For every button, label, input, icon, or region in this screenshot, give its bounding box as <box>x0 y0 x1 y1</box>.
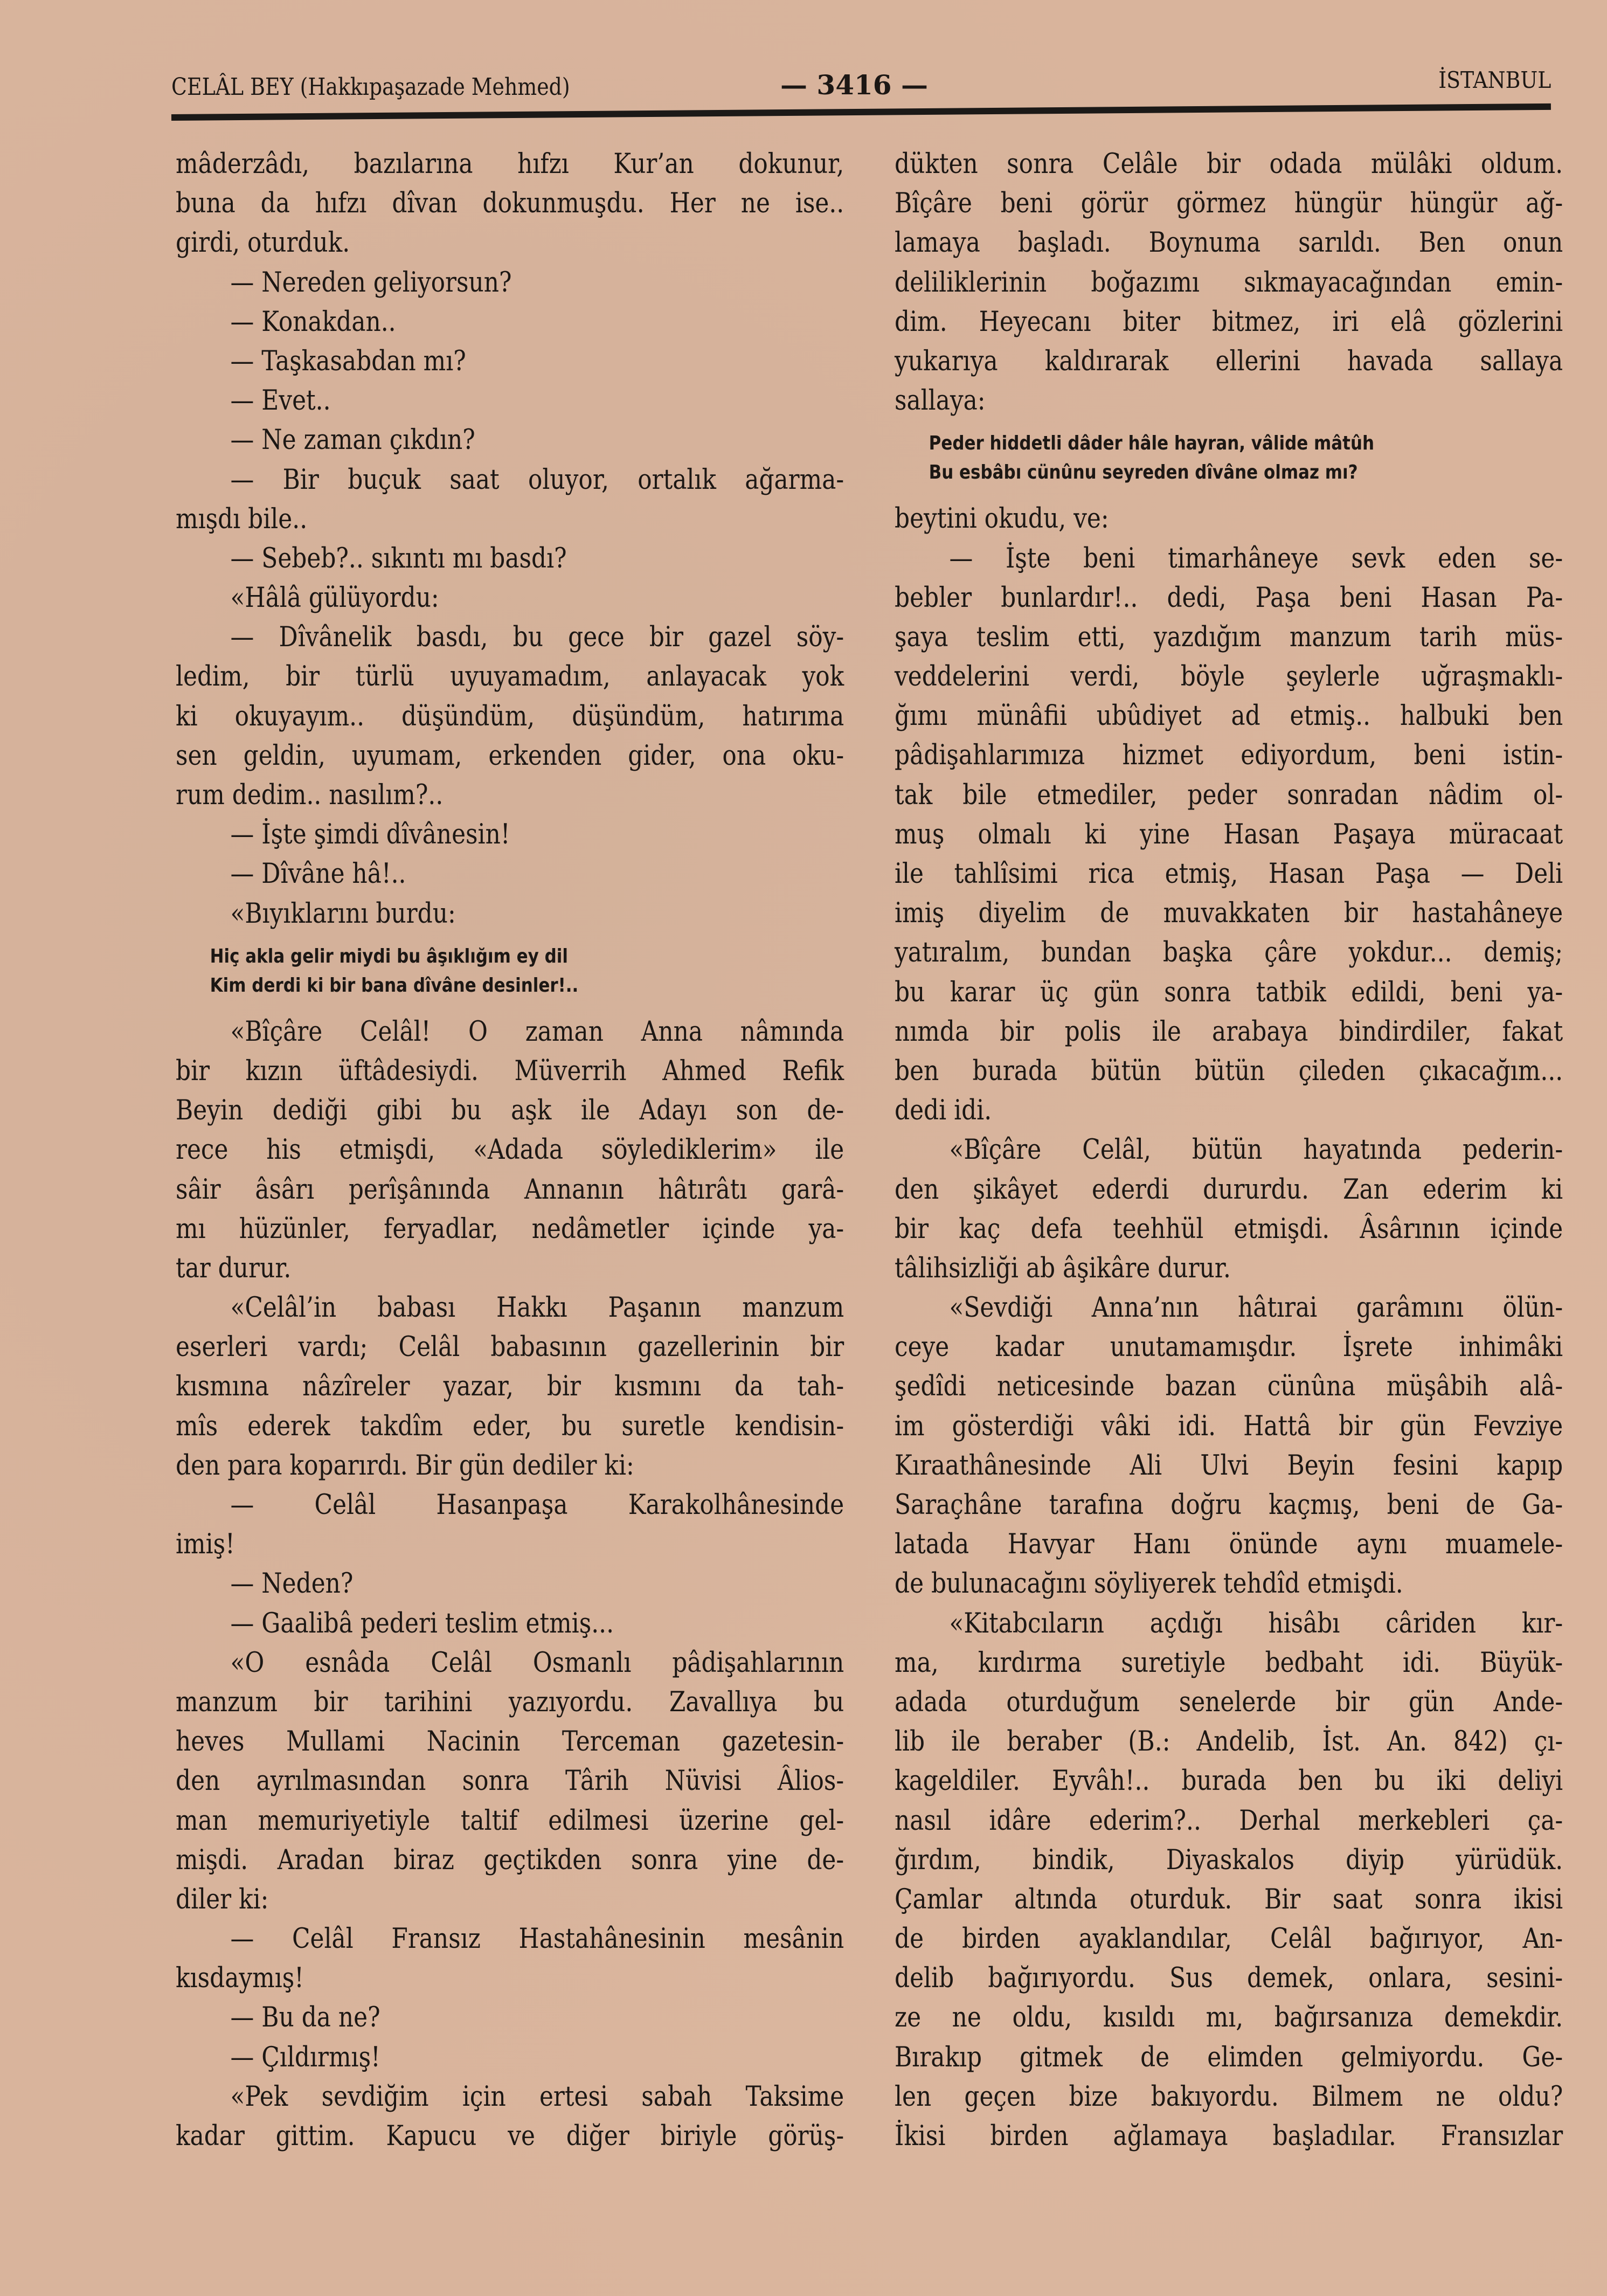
text-line: diler ki: <box>176 1883 269 1915</box>
text-line: ben burada bütün bütün çileden çıkacağım... <box>895 1055 1563 1087</box>
text-line: «Sevdiği Anna’nın hâtırai garâmını ölün- <box>949 1292 1563 1324</box>
text-line: ki okuyayım.. düşündüm, düşündüm, hatırıma <box>176 700 844 732</box>
text-line: adada oturduğum senelerde bir gün Ande- <box>895 1686 1563 1718</box>
text-line: Saraçhâne tarafına doğru kaçmış, beni de Ga- <box>895 1489 1563 1521</box>
dialogue-line: — Dîvâne hâ!.. <box>230 858 406 890</box>
text-line: nasıl idâre ederim?.. Derhal merkebleri ça- <box>895 1804 1563 1837</box>
left-column <box>176 144 844 2156</box>
text-line: nımda bir polis ile arabaya bindirdiler, fakat <box>895 1015 1563 1048</box>
text-line: eserleri vardı; Celâl babasının gazellerinin bir <box>176 1331 844 1364</box>
text-line: bu karar üç gün sonra tatbik edildi, beni ya- <box>895 976 1563 1008</box>
text-line: imiş diyelim de muvakkaten bir hastahâneye <box>895 897 1563 930</box>
text-line: im gösterdiği vâki idi. Hattâ bir gün Fevziye <box>895 1410 1563 1442</box>
text-line: «Pek sevdiğim için ertesi sabah Taksime <box>230 2080 844 2113</box>
text-line: len geçen bize bakıyordu. Bilmem ne oldu? <box>895 2080 1563 2113</box>
text-line: delib bağırıyordu. Sus demek, onlara, sesini- <box>895 1962 1563 1995</box>
verse-line: Kim derdi ki bir bana dîvâne desinler!.. <box>210 974 579 997</box>
dialogue-line: — Taşkasabdan mı? <box>230 345 466 377</box>
text-line: beytini okudu, ve: <box>895 503 1109 535</box>
text-line: buna da hıfzı dîvan dokunmuşdu. Her ne ise.. <box>176 188 844 220</box>
text-line: kadar gittim. Kapucu ve diğer biriyle görüş- <box>176 2120 844 2152</box>
text-line: ğırdım, bindik, Diyaskalos diyip yürüdük. <box>895 1844 1563 1876</box>
text-line: kısdaymış! <box>176 1962 304 1995</box>
text-line: — İşte beni timarhâneye sevk eden se- <box>949 542 1563 575</box>
text-line: şedîdi neticesinde bazan cünûna müşâbih alâ- <box>895 1371 1563 1403</box>
text-line: latada Havyar Hanı önünde aynı muamele- <box>895 1529 1563 1561</box>
dialogue-line: «Bıyıklarını burdu: <box>230 897 456 930</box>
text-line: ze ne oldu, kısıldı mı, bağırsanıza demekdir. <box>895 2002 1563 2034</box>
text-line: heves Mullami Nacinin Terceman gazetesin- <box>176 1726 844 1758</box>
dialogue-line: «Hâlâ gülüyordu: <box>230 582 439 614</box>
text-line: veddelerini verdi, böyle şeylerle uğraşmaklı- <box>895 661 1563 693</box>
text-line: lib ile beraber (B.: Andelib, İst. An. 842) çı- <box>895 1726 1563 1758</box>
dialogue-line: — Çıldırmış! <box>230 2041 380 2073</box>
text-line: kageldiler. Eyvâh!.. burada ben bu iki deliyi <box>895 1765 1563 1797</box>
text-line: mîs ederek takdîm eder, bu suretle kendisin- <box>176 1410 844 1442</box>
text-line: mişdi. Aradan biraz geçtikden sonra yine de- <box>176 1844 844 1876</box>
text-line: imiş! <box>176 1529 235 1561</box>
text-line: dim. Heyecanı biter bitmez, iri elâ gözlerini <box>895 306 1563 338</box>
text-line: sâir âsârı perîşânında Annanın hâtırâtı garâ- <box>176 1173 844 1206</box>
text-line: bebler bunlardır!.. dedi, Paşa beni Hasan Pa- <box>895 582 1563 614</box>
text-line: deliliklerinin boğazımı sıkmayacağından emin- <box>895 266 1563 299</box>
text-line: ledim, bir türlü uyuyamadım, anlayacak yok <box>176 661 844 693</box>
page-number: — 3416 — <box>780 69 928 101</box>
text-line: — Dîvânelik basdı, bu gece bir gazel söy- <box>230 621 844 654</box>
text-line: — Celâl Fransız Hastahânesinin mesânin <box>230 1923 844 1955</box>
text-line: ğımı münâfii ubûdiyet ad etmiş.. halbuki ben <box>895 700 1563 732</box>
text-line: «Bîçâre Celâl, bütün hayatında pederin- <box>949 1134 1563 1166</box>
text-line: Çamlar altında oturduk. Bir saat sonra ikisi <box>895 1883 1563 1915</box>
text-line: den ayrılmasından sonra Târih Nüvisi Âlios- <box>176 1765 844 1797</box>
text-line: pâdişahlarımıza hizmet ediyordum, beni istin- <box>895 739 1563 772</box>
dialogue-line: — Nereden geliyorsun? <box>230 266 512 299</box>
text-line: şaya teslim etti, yazdığım manzum tarih müs- <box>895 621 1563 653</box>
text-line: «O esnâda Celâl Osmanlı pâdişahlarının <box>230 1647 844 1679</box>
dialogue-line: — İşte şimdi dîvânesin! <box>230 819 510 851</box>
text-line: sallaya: <box>895 385 986 417</box>
text-line: İkisi birden ağlamaya başladılar. Fransızlar <box>895 2120 1563 2152</box>
text-line: dedi idi. <box>895 1095 992 1127</box>
text-line: ceye kadar unutamamışdır. İşrete inhimâki <box>895 1331 1563 1364</box>
text-line: de bulunacağını söyliyerek tehdîd etmişdi. <box>895 1568 1403 1600</box>
section-title: İSTANBUL <box>1438 67 1551 93</box>
dialogue-line: — Evet.. <box>230 385 331 417</box>
text-line: mâderzâdı, bazılarına hıfzı Kur’an dokunur, <box>176 148 844 180</box>
running-title: CELÂL BEY (Hakkıpaşazade Mehmed) <box>171 73 570 101</box>
text-line: Bîçâre beni görür görmez hüngür hüngür ağ- <box>895 188 1563 220</box>
text-line: den şikâyet ederdi dururdu. Zan ederim ki <box>895 1173 1563 1206</box>
dialogue-line: — Gaalibâ pederi teslim etmiş... <box>230 1607 614 1640</box>
text-line: kısmına nâzîreler yazar, bir kısmını da tah- <box>176 1371 844 1403</box>
text-line: yatıralım, bundan başka çâre yokdur... demiş; <box>895 937 1563 969</box>
text-line: rece his etmişdi, «Adada söylediklerim» ile <box>176 1134 844 1166</box>
text-line: «Kitabcıların açdığı hisâbı câriden kır- <box>949 1607 1563 1640</box>
verse-line: Bu esbâbı cünûnu seyreden dîvâne olmaz mı? <box>929 461 1358 484</box>
text-line: girdi, oturduk. <box>176 227 350 259</box>
dialogue-line: — Konakdan.. <box>230 306 396 338</box>
text-line: «Bîçâre Celâl! O zaman Anna nâmında <box>230 1015 844 1048</box>
verse-couplet <box>176 933 844 1012</box>
verse-line: Hiç akla gelir miydi bu âşıklığım ey dil <box>210 945 568 967</box>
text-line: mı hüzünler, feryadlar, nedâmetler içinde ya- <box>176 1213 844 1245</box>
verse-line: Peder hiddetli dâder hâle hayran, vâlide mâtûh <box>929 432 1375 455</box>
text-line: dükten sonra Celâle bir odada mülâki oldum. <box>895 148 1563 180</box>
text-line: tar durur. <box>176 1252 292 1284</box>
text-line: Bırakıp gitmek de elimden gelmiyordu. Ge- <box>895 2041 1563 2073</box>
text-line: bir kızın üftâdesiydi. Müverrih Ahmed Refik <box>176 1055 844 1087</box>
text-line: ile tahlîsimi rica etmiş, Hasan Paşa — Deli <box>895 858 1563 890</box>
text-line: bir kaç defa teehhül etmişdi. Âsârının içinde <box>895 1213 1563 1245</box>
text-line: muş olmalı ki yine Hasan Paşaya müracaat <box>895 818 1563 850</box>
text-line: tak bile etmediler, peder sonradan nâdim ol- <box>895 779 1563 811</box>
text-line: Beyin dediği gibi bu aşk ile Adayı son de- <box>176 1095 844 1127</box>
dialogue-line: — Ne zaman çıkdın? <box>230 424 475 457</box>
text-line: tâlihsizliği ab âşikâre durur. <box>895 1252 1231 1284</box>
verse-couplet <box>895 420 1563 499</box>
text-line: — Celâl Hasanpaşa Karakolhânesinde <box>230 1489 844 1521</box>
dialogue-line: — Sebeb?.. sıkıntı mı basdı? <box>230 542 567 575</box>
dialogue-line: — Bu da ne? <box>230 2002 380 2034</box>
text-line: den para koparırdı. Bir gün dediler ki: <box>176 1449 634 1482</box>
running-header <box>171 69 1551 107</box>
right-column <box>895 144 1563 2156</box>
text-line: Kıraathânesinde Ali Ulvi Beyin fesini kapıp <box>895 1449 1563 1482</box>
text-line: — Bir buçuk saat oluyor, ortalık ağarma- <box>230 464 844 496</box>
text-line: sen geldin, uyumam, erkenden gider, ona oku- <box>176 739 844 772</box>
text-line: mışdı bile.. <box>176 503 308 535</box>
text-line: de birden ayaklandılar, Celâl bağırıyor, An- <box>895 1923 1563 1955</box>
dialogue-line: — Neden? <box>230 1568 354 1600</box>
text-line: «Celâl’in babası Hakkı Paşanın manzum <box>230 1292 844 1324</box>
text-line: manzum bir tarihini yazıyordu. Zavallıya bu <box>176 1686 844 1718</box>
text-line: lamaya başladı. Boynuma sarıldı. Ben onun <box>895 227 1563 259</box>
text-line: man memuriyetiyle taltif edilmesi üzerine gel- <box>176 1804 844 1837</box>
text-line: ma, kırdırma suretiyle bedbaht idi. Büyük- <box>895 1647 1563 1679</box>
text-line: rum dedim.. nasılım?.. <box>176 779 444 811</box>
text-line: yukarıya kaldırarak ellerini havada sallaya <box>895 345 1563 377</box>
